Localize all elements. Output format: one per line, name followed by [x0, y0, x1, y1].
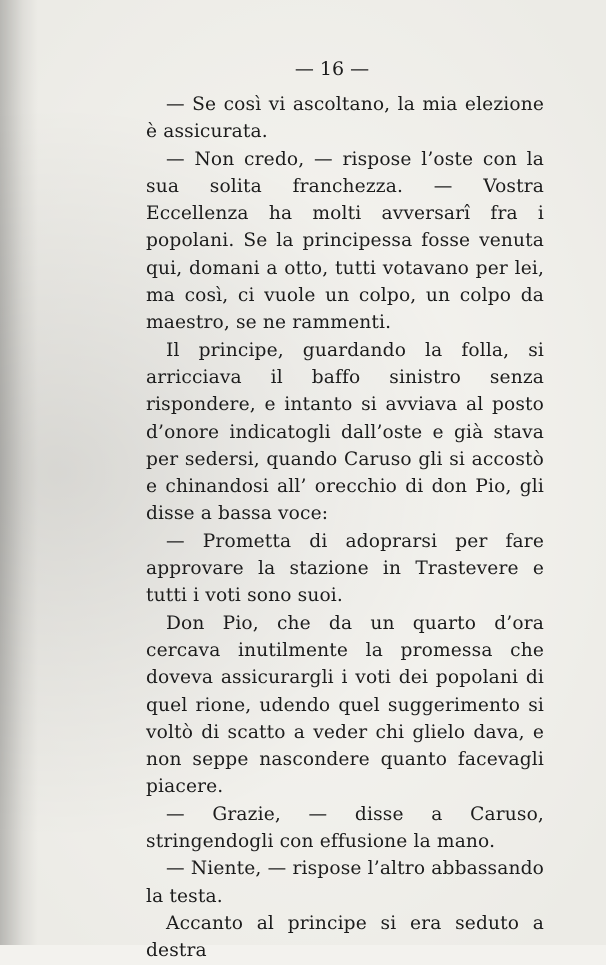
paragraph: Il principe, guardando la folla, si arricciava il baffo sinistro senza rispondere, e intanto si avviava al posto d’onore indicatogli dall’oste e già stava per sedersi, quando Caruso gli si accostò e chinandosi all’ orecchio di don Pio, gli disse a bassa voce: — [146, 339, 544, 525]
paragraph: Accanto al principe si era seduto a destra — [146, 912, 544, 962]
page-number: — 16 — — [294, 58, 370, 80]
paragraph: — Niente, — rispose l’altro abbassando la testa. — [146, 858, 544, 907]
body-text — [146, 91, 544, 965]
paragraph: — Se così vi ascoltano, la mia elezione è assicurata. — [146, 94, 544, 143]
paragraph: — Prometta di adoprarsi per fare approvare la stazione in Trastevere e tutti i voti sono suoi. — [146, 530, 544, 607]
paragraph: — Grazie, — disse a Caruso, stringendogli con effusione la mano. — [146, 803, 544, 853]
paragraph: — Non credo, — rispose l’oste con la sua solita franchezza. — Vostra Eccellenza ha molti avversarî fra i popolani. Se la principessa fosse venuta qui, domani a otto, tutti votavano per lei, ma così, ci vuole un colpo, un colpo da maestro, se ne rammenti. — [146, 148, 544, 334]
paragraph: Don Pio, che da un quarto d’ora cercava inutilmente la promessa che doveva assicurargli i voti dei popolani di quel rione, udendo quel suggerimento si voltò di scatto a veder chi glielo dava, e non seppe nascondere quanto facevagli piacere. — [146, 612, 544, 798]
